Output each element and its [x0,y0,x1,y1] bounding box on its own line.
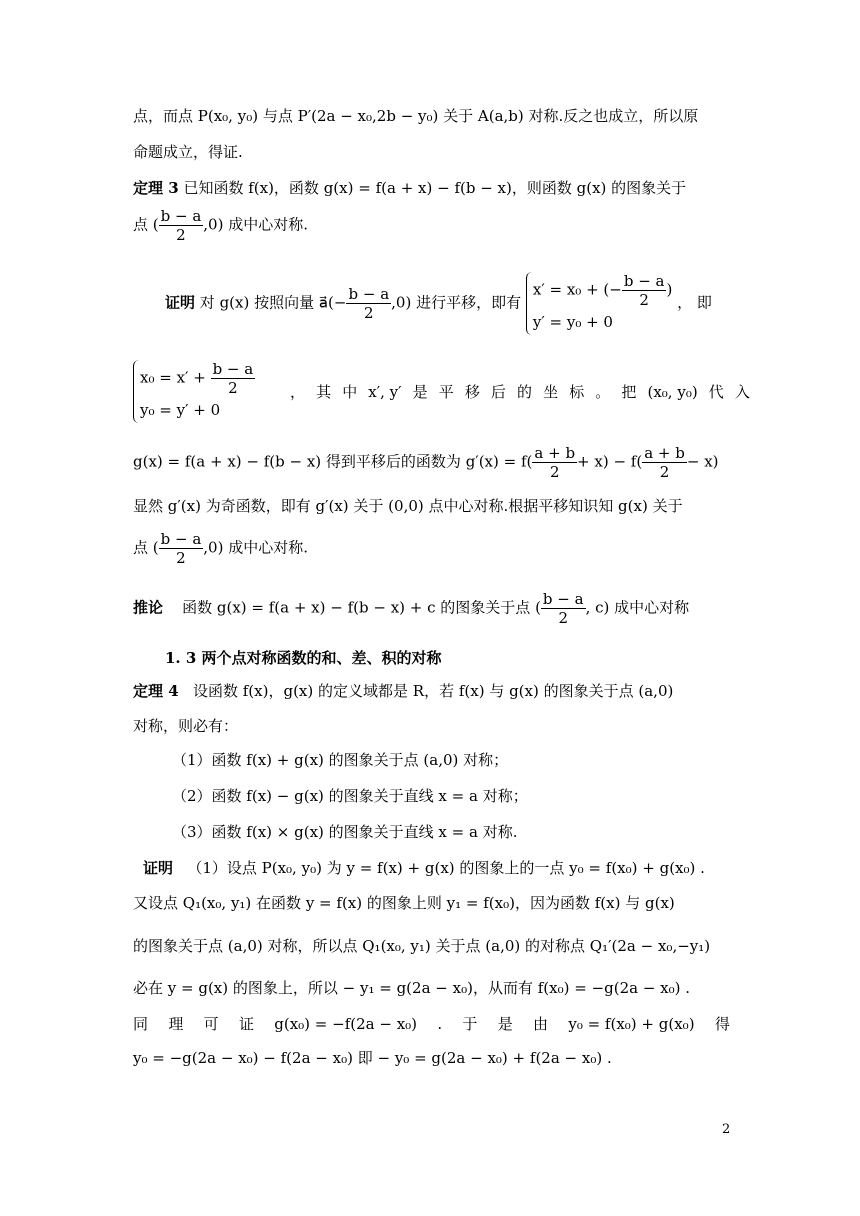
word: . [437,1015,443,1033]
word: 把 [621,382,637,401]
word: x′, y′ [368,382,402,401]
text-span: ,0) 成中心对称. [203,538,308,557]
text-span: ) [666,280,673,299]
denominator: 2 [659,463,670,481]
text-span: 点 ( [133,215,159,234]
system-row: y′ = y₀ + 0 [532,313,613,331]
proof-label: 证明 [143,859,174,877]
text-span: ,0) 成中心对称. [203,215,308,234]
fraction [622,272,667,309]
system-row [533,272,672,309]
word: 后 [490,382,506,401]
word: 代 [708,382,724,401]
text-span: 对 g(x) 按照向量 a⃗(− [199,293,347,312]
fraction [532,444,577,481]
word: g(x₀) = −f(2a − x₀) [274,1015,418,1033]
word: 是 [497,1015,513,1033]
word: 其 [316,382,332,401]
word: 于 [462,1015,478,1033]
word: 。 [595,382,611,401]
word: 得 [714,1015,730,1033]
word: 由 [533,1015,549,1033]
word: (x₀, y₀) [647,382,698,401]
word: 是 [412,382,428,401]
denominator: 2 [228,379,238,397]
text-span: 点 ( [133,538,159,557]
text-span: ， 即 [677,293,712,312]
denominator: 2 [549,463,560,481]
theorem-4 [133,681,733,701]
text-line: 的图象关于点 (a,0) 对称，所以点 Q₁(x₀, y₁) 关于点 (a,0) 的对称点 Q₁′(2a − x₀,−y₁) [133,937,711,955]
text-line: 显然 g′(x) 为奇函数，即有 g′(x) 关于 (0,0) 点中心对称.根据平移知识知 g(x) 关于 [133,497,683,515]
word: 可 [203,1015,219,1033]
denominator: 2 [558,609,569,627]
word: 坐 [543,382,559,401]
fraction [642,444,687,481]
theorem-text: 已知函数 f(x)，函数 g(x) = f(a + x) − f(b − x)，则函数 g(x) 的图象关于 [183,179,687,197]
numerator: b − a [542,590,584,608]
fraction [211,360,256,397]
text-line [133,444,733,481]
text-span: x′ = x₀ + (− [532,280,622,299]
theorem-label: 定理 3 [133,179,179,197]
word: 的 [517,382,533,401]
text-line: 点，而点 P(x₀, y₀) 与点 P′(2a − x₀,2b − y₀) 关于 A(a,b) 对称.反之也成立，所以原 [133,107,699,125]
corollary-label: 推论 [133,598,164,617]
word: ， [290,382,306,401]
page-number: 2 [722,1122,731,1137]
theorem-text: 设函数 f(x)，g(x) 的定义域都是 R，若 f(x) 与 g(x) 的图象关于点 (a,0) [192,682,674,700]
text-line: 又设点 Q₁(x₀, y₁) 在函数 y = f(x) 的图象上则 y₁ = f(x₀)，因为函数 f(x) 与 g(x) [133,894,675,912]
text-span: （1）设点 P(x₀, y₀) 为 y = f(x) + g(x) 的图象上的一点 y₀ = f(x₀) + g(x₀) . [187,859,705,877]
word: 标 [569,382,585,401]
system-row: y₀ = y′ + 0 [140,401,221,419]
spaced-words [290,383,750,401]
text-line: 对称，则必有： [133,717,239,735]
word: 中 [342,382,358,401]
text-line [133,530,733,567]
list-item: （2）函数 f(x) − g(x) 的图象关于直线 x = a 对称； [172,787,528,805]
word: 理 [168,1015,184,1033]
text-line: 命题成立，得证. [133,143,243,161]
numerator: a + b [644,444,685,462]
text-line [133,207,733,244]
spaced-line [133,1014,730,1034]
denominator: 2 [364,304,374,322]
text-line [133,360,750,423]
theorem-label: 定理 4 [133,682,179,700]
equation-system [526,272,672,335]
corollary [133,590,733,627]
word: y₀ = f(x₀) + g(x₀) [568,1015,695,1033]
denominator: 2 [176,549,186,567]
numerator: b − a [160,207,202,225]
word: 同 [133,1015,149,1033]
system-row [140,360,255,397]
numerator: b − a [348,285,390,303]
fraction [541,590,586,627]
proof-line [165,272,765,335]
proof-line [143,858,743,878]
word: 移 [464,382,480,401]
word: 平 [438,382,454,401]
section-heading: 1. 3 两个点对称函数的和、差、积的对称 [165,649,442,667]
denominator: 2 [176,226,186,244]
theorem-3 [133,178,733,198]
fraction [346,285,391,322]
equation-system [133,360,255,423]
text-span: x₀ = x′ + [140,368,206,387]
text-span: ,0) 进行平移，即有 [391,293,522,312]
proof-label: 证明 [165,293,196,312]
text-span: + x) − f( [577,452,643,471]
text-span: , c) 成中心对称 [585,598,690,617]
text-span: g(x) = f(a + x) − f(b − x) 得到平移后的函数为 g′(x) = f( [133,452,533,471]
fraction [159,530,204,567]
text-span: 函数 g(x) = f(a + x) − f(b − x) + c 的图象关于点 ( [182,598,541,617]
list-item: （1）函数 f(x) + g(x) 的图象关于点 (a,0) 对称； [172,751,509,769]
numerator: b − a [160,530,202,548]
numerator: b − a [623,272,665,290]
word: 入 [734,382,750,401]
list-item: （3）函数 f(x) × g(x) 的图象关于直线 x = a 对称. [172,823,518,841]
fraction [159,207,204,244]
text-span: − x) [686,452,719,471]
numerator: a + b [534,444,576,462]
text-line: 必在 y = g(x) 的图象上，所以 − y₁ = g(2a − x₀)，从而有 f(x₀) = −g(2a − x₀) . [133,979,691,997]
denominator: 2 [639,291,649,309]
word: 证 [238,1015,254,1033]
numerator: b − a [212,360,254,378]
text-line: y₀ = −g(2a − x₀) − f(2a − x₀) 即 − y₀ = g(2a − x₀) + f(2a − x₀) . [133,1049,612,1067]
